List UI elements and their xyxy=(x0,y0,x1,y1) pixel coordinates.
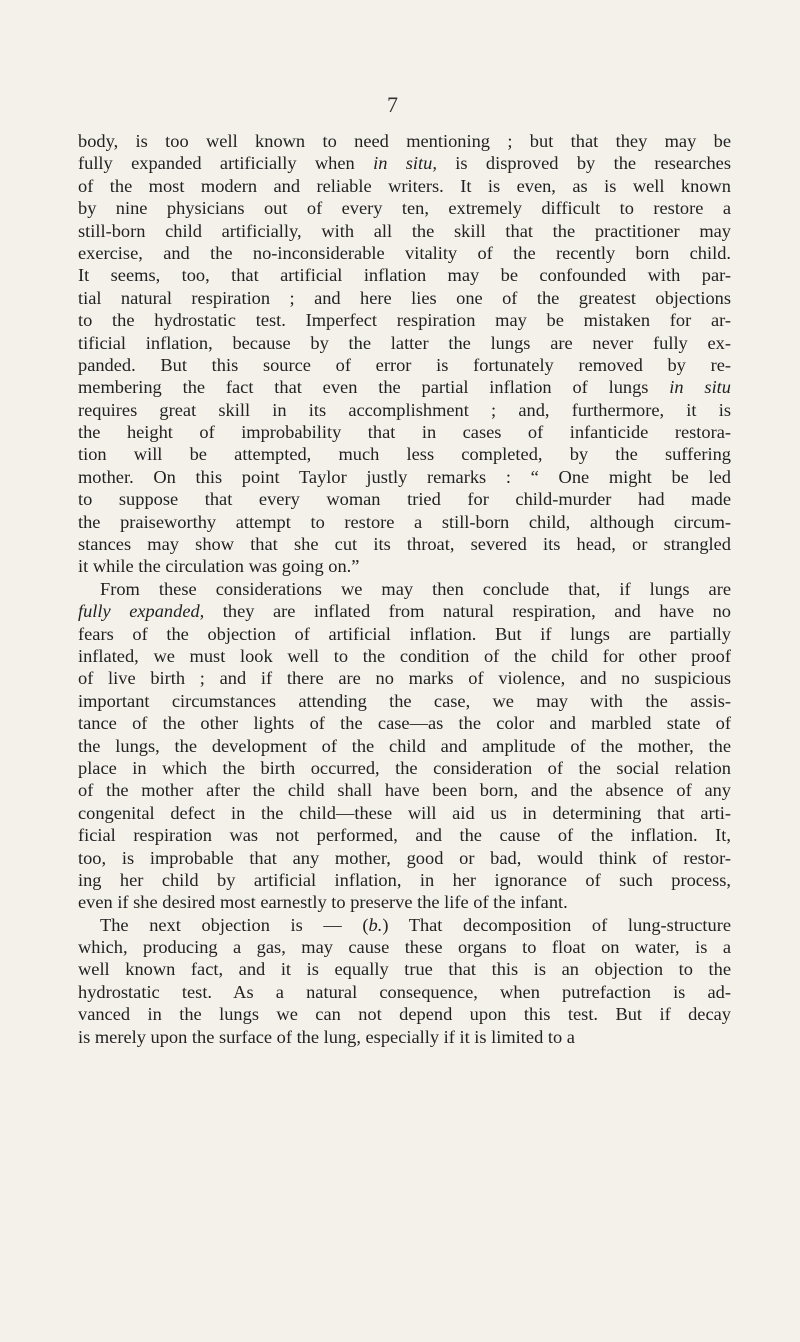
text-line xyxy=(78,735,731,757)
text-segment: is merely upon the surface of the lung, especially if it is limited to a xyxy=(78,1026,575,1047)
text-segment: body, is too well known to need mentioning ; but that they may be xyxy=(78,131,731,151)
text-line xyxy=(78,332,731,354)
text-segment: panded. But this source of error is fortunately removed by re- xyxy=(78,354,731,375)
text-segment: inflated, we must look well to the condition of the child for other proof xyxy=(78,645,731,666)
text-line xyxy=(78,869,731,891)
text-line xyxy=(78,175,731,197)
text-line xyxy=(78,242,731,264)
text-line xyxy=(78,309,731,331)
text-line xyxy=(78,847,731,869)
page-number: 7 xyxy=(387,92,398,117)
italic-text: in situ xyxy=(669,377,731,398)
text-line xyxy=(78,533,731,555)
text-segment: vanced in the lungs we can not depend upon this test. But if decay xyxy=(78,1004,731,1025)
text-line xyxy=(78,667,731,689)
text-line xyxy=(78,443,731,465)
text-line xyxy=(78,690,731,712)
text-line xyxy=(78,488,731,510)
text-line xyxy=(78,466,731,488)
text-line xyxy=(78,197,731,219)
text-line xyxy=(78,578,731,600)
text-segment: tificial inflation, because by the latter the lungs are never fully ex- xyxy=(78,332,731,353)
body-text xyxy=(78,130,731,1048)
text-segment: ing her child by artificial inflation, in her ignorance of such process, xyxy=(78,869,731,890)
text-line xyxy=(78,958,731,980)
text-segment: fears of the objection of artificial inflation. But if lungs are partially xyxy=(78,623,731,644)
text-segment: exercise, and the no-inconsiderable vitality of the recently born child. xyxy=(78,242,731,263)
text-line xyxy=(78,981,731,1003)
text-line xyxy=(78,354,731,376)
text-segment: hydrostatic test. As a natural consequence, when putrefaction is ad- xyxy=(78,981,731,1002)
text-segment: mother. On this point Taylor justly remarks : “ One might be led xyxy=(78,466,731,487)
text-segment: which, producing a gas, may cause these organs to float on water, is a xyxy=(78,937,731,958)
text-segment: still-born child artificially, with all the skill that the practitioner may xyxy=(78,220,731,241)
text-segment: It seems, too, that artificial inflation may be confounded with par- xyxy=(78,265,731,286)
text-segment: they are inflated from natural respiration, and have no xyxy=(204,601,731,622)
text-line xyxy=(78,264,731,286)
text-line xyxy=(78,712,731,734)
text-segment: tial natural respiration ; and here lies one of the greatest objections xyxy=(78,287,731,308)
text-segment: place in which the birth occurred, the consideration of the social relation xyxy=(78,757,731,778)
text-segment: important circumstances attending the case, we may with the assis- xyxy=(78,690,731,711)
text-line xyxy=(78,399,731,421)
text-line xyxy=(78,1003,731,1025)
italic-text: fully expanded, xyxy=(78,601,205,622)
italic-text: b. xyxy=(368,914,383,935)
text-segment: the lungs, the development of the child and amplitude of the mother, the xyxy=(78,735,731,756)
text-segment: requires great skill in its accomplishment ; and, furthermore, it is xyxy=(78,399,731,420)
text-line xyxy=(78,802,731,824)
text-segment: From these considerations we may then conclude that, if lungs are xyxy=(100,578,731,599)
text-segment: too, is improbable that any mother, good or bad, would think of restor- xyxy=(78,847,731,868)
text-segment: stances may show that she cut its throat, severed its head, or strangled xyxy=(78,534,731,555)
text-line xyxy=(78,555,731,577)
text-segment: well known fact, and it is equally true that this is an objection to the xyxy=(78,959,731,980)
text-segment: fully expanded artificially when xyxy=(78,153,374,174)
text-segment: it while the circulation was going on.” xyxy=(78,556,360,577)
text-segment: congenital defect in the child—these will aid us in determining that arti- xyxy=(78,802,731,823)
text-line xyxy=(78,511,731,533)
text-segment: of the mother after the child shall have been born, and the absence of any xyxy=(78,780,731,801)
text-line xyxy=(78,914,731,936)
text-line xyxy=(78,152,731,174)
text-segment: of the most modern and reliable writers. It is even, as is well known xyxy=(78,175,731,196)
text-line xyxy=(78,287,731,309)
text-line xyxy=(78,130,731,152)
text-segment: even if she desired most earnestly to preserve the life of the infant. xyxy=(78,892,568,913)
text-line xyxy=(78,757,731,779)
text-line xyxy=(78,220,731,242)
text-segment: of live birth ; and if there are no marks of violence, and no suspicious xyxy=(78,668,731,689)
text-segment: membering the fact that even the partial inflation of lungs xyxy=(78,377,670,398)
text-segment: to the hydrostatic test. Imperfect respiration may be mistaken for ar- xyxy=(78,310,731,331)
text-segment: by nine physicians out of every ten, extremely difficult to restore a xyxy=(78,198,731,219)
text-line xyxy=(78,824,731,846)
text-line xyxy=(78,376,731,398)
text-segment: to suppose that every woman tried for child-murder had made xyxy=(78,489,731,510)
text-segment: the height of improbability that in cases of infanticide restora- xyxy=(78,422,731,443)
text-segment: The next objection is — ( xyxy=(100,914,369,935)
text-line xyxy=(78,891,731,913)
text-line xyxy=(78,779,731,801)
text-line xyxy=(78,936,731,958)
text-segment: ) That decomposition of lung-structure xyxy=(382,914,731,935)
text-line xyxy=(78,623,731,645)
text-segment: tance of the other lights of the case—as the color and marbled state of xyxy=(78,713,731,734)
text-line xyxy=(78,600,731,622)
text-line xyxy=(78,421,731,443)
italic-text: in situ, xyxy=(373,153,437,174)
text-line xyxy=(78,1026,731,1048)
text-segment: ficial respiration was not performed, and the cause of the inflation. It, xyxy=(78,825,731,846)
text-segment: tion will be attempted, much less completed, by the suffering xyxy=(78,444,731,465)
text-line xyxy=(78,645,731,667)
text-segment: is disproved by the researches xyxy=(436,153,731,174)
text-segment: the praiseworthy attempt to restore a still-born child, although circum- xyxy=(78,511,731,532)
